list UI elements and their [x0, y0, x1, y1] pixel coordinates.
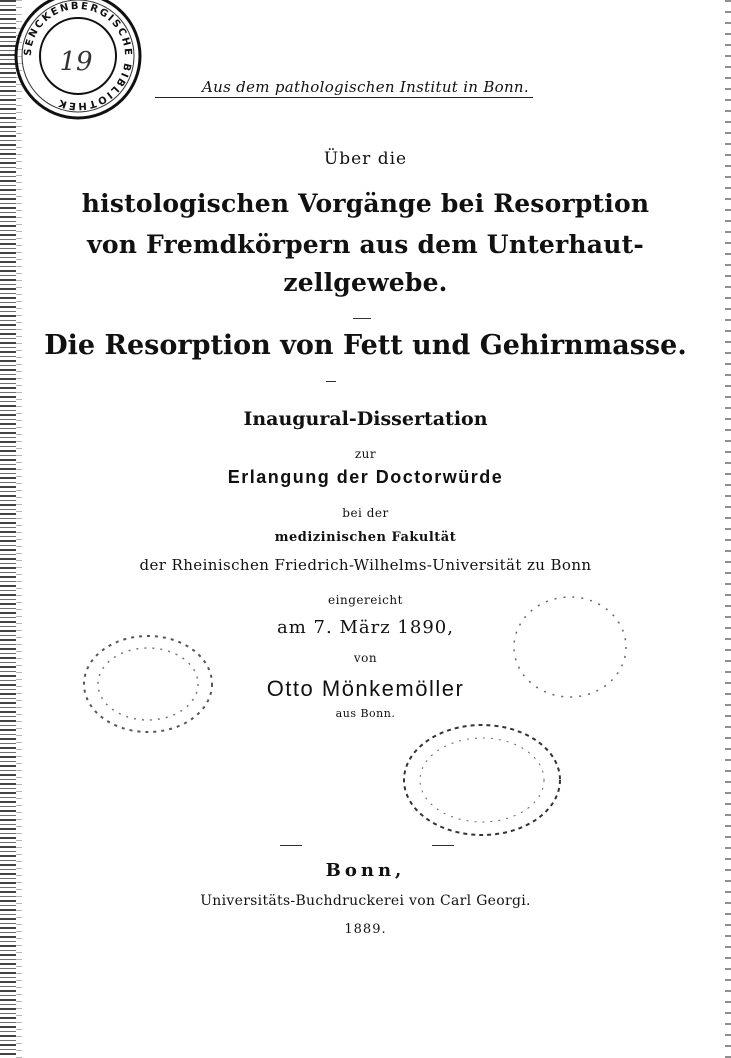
- faint-stamp-right-bottom: [400, 720, 565, 840]
- title-line-3: zellgewebe.: [283, 268, 448, 297]
- von-label: von: [353, 651, 378, 665]
- imprint-year: 1889.: [344, 922, 387, 937]
- header-rule: [155, 97, 533, 98]
- dissertation-label: Inaugural-Dissertation: [243, 408, 488, 430]
- library-stamp-text: SENCKENBERGISCHE BIBLIOTHEK: [22, 0, 134, 112]
- bei-der-label: bei der: [342, 506, 389, 520]
- author-origin: aus Bonn.: [335, 707, 396, 720]
- title-line-1: histologischen Vorgänge bei Resorption: [81, 189, 650, 218]
- subtitle: Die Resorption von Fett und Gehirnmasse.: [44, 330, 687, 361]
- university-line: der Rheinischen Friedrich-Wilhelms-Universität zu Bonn: [139, 556, 592, 574]
- title-separator: [353, 318, 371, 319]
- imprint-printer: Universitäts-Buchdruckerei von Carl Georgi.: [200, 893, 531, 909]
- footer-dash-right: [432, 845, 454, 846]
- subtitle-separator: [326, 381, 336, 382]
- zur-label: zur: [354, 447, 377, 461]
- title-prefix: Über die: [323, 149, 408, 169]
- submitted-label: eingereicht: [328, 593, 403, 607]
- author-name: Otto Mönkemöller: [266, 676, 465, 701]
- title-line-2: von Fremdkörpern aus dem Unterhaut-: [87, 230, 644, 259]
- footer-dash-left: [280, 845, 302, 846]
- library-stamp: [8, 0, 148, 134]
- imprint-city: Bonn,: [325, 860, 406, 881]
- faculty-line: medizinischen Fakultät: [274, 530, 457, 545]
- degree-line: Erlangung der Doctorwürde: [227, 467, 504, 487]
- library-stamp-number: 19: [59, 47, 93, 77]
- submission-date: am 7. März 1890,: [277, 617, 454, 638]
- institute-line: Aus dem pathologischen Institut in Bonn.: [202, 78, 529, 96]
